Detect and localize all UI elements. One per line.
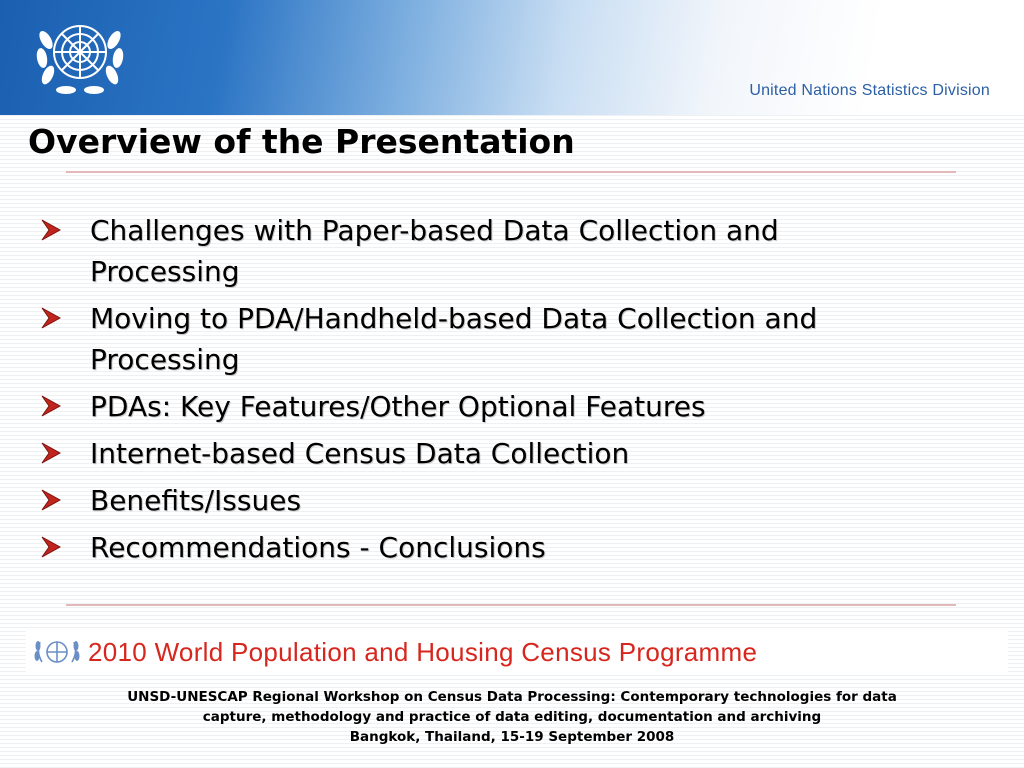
footer-line: UNSD-UNESCAP Regional Workshop on Census Data Processing: Contemporary technologies for data (127, 689, 897, 705)
bullet-list (38, 210, 998, 574)
bullet-text-line: Processing (90, 343, 240, 376)
bullet-item (38, 433, 998, 474)
slide-title: Overview of the Presentation (28, 122, 575, 161)
footer-divider (66, 604, 956, 606)
org-name: United Nations Statistics Division (749, 82, 990, 99)
bullet-text-line: Recommendations - Conclusions (90, 531, 546, 564)
footer-line: Bangkok, Thailand, 15-19 September 2008 (349, 729, 675, 745)
bullet-text-line: Benefits/Issues (90, 484, 302, 517)
title-divider (66, 171, 956, 173)
bullet-item (38, 527, 998, 568)
bullet-text-line: Challenges with Paper-based Data Collection and (90, 214, 779, 247)
un-emblem-icon (28, 10, 132, 100)
arrowhead-bullet-icon (40, 441, 62, 465)
bullet-item (38, 480, 998, 521)
arrowhead-bullet-icon (40, 394, 62, 418)
arrowhead-bullet-icon (40, 218, 62, 242)
banner-title: 2010 World Population and Housing Census Programme (88, 636, 758, 667)
bullet-item (38, 210, 998, 292)
arrowhead-bullet-icon (40, 306, 62, 330)
arrowhead-bullet-icon (40, 535, 62, 559)
footer-caption (0, 687, 1024, 747)
header-band (0, 0, 1024, 115)
bullet-text-line: PDAs: Key Features/Other Optional Features (90, 390, 706, 423)
census-programme-banner (26, 631, 1008, 673)
footer-line: capture, methodology and practice of data editing, documentation and archiving (202, 709, 822, 725)
bullet-text-line: Internet-based Census Data Collection (90, 437, 630, 470)
bullet-item (38, 298, 998, 380)
arrowhead-bullet-icon (40, 488, 62, 512)
bullet-text-line: Moving to PDA/Handheld-based Data Collection and (90, 302, 818, 335)
bullet-text-line: Processing (90, 255, 240, 288)
census-emblem-icon (32, 634, 82, 670)
bullet-item (38, 386, 998, 427)
